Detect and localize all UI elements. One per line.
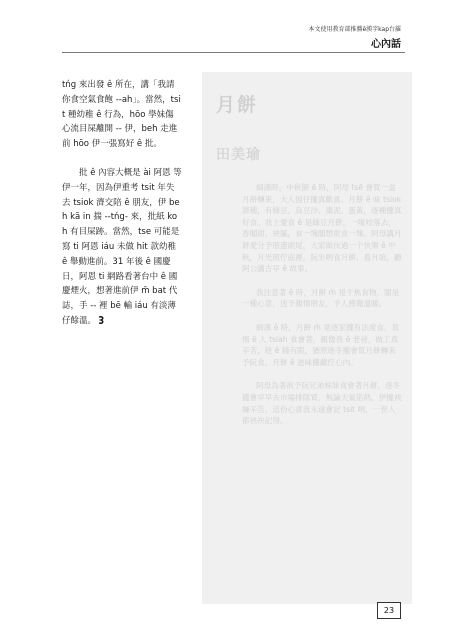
article-title: 月餅 — [216, 94, 259, 116]
paragraph-2: 批 ê 內容大概是 ài 阿恩 等伊一年，因為伊重考 tsit 年失去 tsiok 濟交陪 ê 朋友，伊 beh kā in 揣 --tńg- 來，批紙 koh 有目屎跡。當然，tse 可能是寫 ti 阿恩 iáu 未做 hit 款幼稚 ê 舉動進前。31 年後 ê 國慶日，阿恩 ti 網路看著台中 ê 國慶煙火，想著進前伊 m̄ bat 代誌，手 -- 裡 bē 輸 iáu 有淡薄仔餘溫。 — [62, 167, 182, 326]
body-paragraph-3: 細漢 ê 時，月餅 m̄ 是逐家攏有法度食，貧惰 ê 人 tsiah 食會著，親像我 ê 老爸，做工真辛苦，趁 ê 錢有限，猶原逐冬攏會買月餅轉來予阮食，月餅 ê 滋味攏藏佇心內。 — [242, 322, 400, 367]
script-note: 本文使用教育部推薦ê漢字kap台羅 — [308, 26, 401, 33]
body-paragraph-2: 我注意著 ê 時，月餅 m̄ 是干焦食物，閣是一種心意，送予親情朋友，予人感覺溫暖。 — [242, 287, 400, 309]
next-article-panel — [202, 72, 412, 604]
body-paragraph-4: 阿母為著欲予阮兄弟姊妹食會著月餅，逐冬攏會早早去市場排隊買，無論天氣偌熱，伊攏袂嫌辛苦，這份心意我永遠會記 tsit 咧，一世人都袂袂記得。 — [242, 381, 402, 426]
section-title: 心內話 — [371, 39, 401, 50]
body-paragraph-1: 細漢時，中秋節 ê 時，阿母 tsē 會買一盒月餅轉來，大人囡仔攏真歡喜。月餅 ê 味 tsiok 濟種，有綠豆、烏豆沙、棗泥、蛋黃，逐種攏真好食。我上愛食 ê 是綠豆月餅，一喙咬落去，香閣甜，袂膩，食一塊閣想欲食一塊。阿母講月餅愛分予厝邊頭尾，大家做伙過一个快樂 ê 中秋，月光照佇庭裡，阮坐咧食月餅、看月娘，聽阿公講古早 ê 故事。 — [242, 183, 402, 274]
end-mark-icon — [98, 316, 105, 324]
page-number: 23 — [377, 602, 401, 619]
author-name: 田美瑜 — [216, 147, 261, 163]
page-header — [0, 0, 453, 50]
article-continuation — [62, 78, 182, 343]
header-rule — [62, 52, 405, 53]
paragraph-1: tńg 來出發 ê 所在，講「我請你食空氣食飽 --ah」。當然，tsit 種幼稚 ê 行為，hōo 學妹傷心流目屎離開 -- 伊，beh 走進前 hōo 伊一張寫好 ê 批。 — [62, 80, 181, 150]
article-body — [242, 182, 402, 439]
